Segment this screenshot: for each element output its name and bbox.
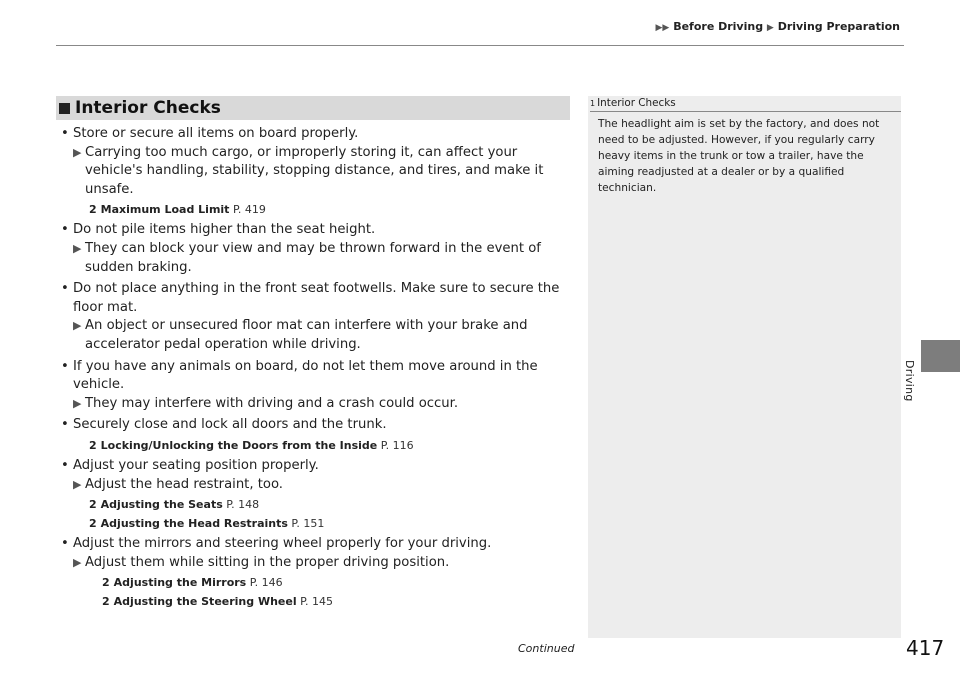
section-header <box>56 96 570 120</box>
cross-reference[interactable] <box>60 593 572 610</box>
cross-reference[interactable] <box>60 574 572 591</box>
breadcrumb-part-1[interactable]: Before Driving <box>673 20 764 33</box>
reference-title[interactable]: Maximum Load Limit <box>100 203 230 217</box>
reference-title[interactable]: Adjusting the Steering Wheel <box>113 595 297 609</box>
item-text: Store or secure all items on board properly. <box>73 126 359 141</box>
reference-page: P. 419 <box>232 203 266 217</box>
list-item <box>60 416 572 435</box>
reference-icon: 2 <box>89 517 97 531</box>
sub-text: Carrying too much cargo, or improperly storing it, can affect your vehicle's handling, stability, stopping distance, and tires, and make it unsafe. <box>85 144 544 197</box>
side-note-title-text: Interior Checks <box>597 97 676 109</box>
list-item <box>60 457 572 476</box>
triangle-right-icon: ▶▶ <box>655 23 670 33</box>
reference-page: P. 148 <box>226 498 260 512</box>
list-item <box>60 280 572 317</box>
reference-icon: 2 <box>102 576 110 590</box>
cross-reference[interactable] <box>60 437 572 454</box>
sub-item <box>73 240 572 277</box>
reference-page: P. 151 <box>291 517 325 531</box>
reference-page: P. 145 <box>300 595 334 609</box>
breadcrumb-part-2[interactable]: Driving Preparation <box>777 20 900 33</box>
side-note-title <box>590 97 676 109</box>
sub-item <box>73 395 572 414</box>
arrow-icon: ▶ <box>73 145 82 159</box>
arrow-icon: ▶ <box>73 555 82 569</box>
item-text: If you have any animals on board, do not let them move around in the vehicle. <box>73 358 538 393</box>
reference-title[interactable]: Adjusting the Seats <box>100 498 223 512</box>
breadcrumb <box>656 20 900 33</box>
item-text: Adjust your seating position properly. <box>73 457 319 473</box>
reference-icon: 2 <box>102 595 110 609</box>
note-marker-icon: 1 <box>590 99 596 108</box>
arrow-icon: ▶ <box>73 241 82 255</box>
reference-icon: 2 <box>89 498 97 512</box>
sub-item <box>73 144 572 200</box>
sub-text: Adjust the head restraint, too. <box>85 476 283 492</box>
reference-title[interactable]: Adjusting the Head Restraints <box>100 517 288 531</box>
page-number: 417 <box>906 636 945 660</box>
reference-page: P. 116 <box>380 438 414 452</box>
arrow-icon: ▶ <box>73 396 82 410</box>
item-text: Adjust the mirrors and steering wheel properly for your driving. <box>73 536 492 552</box>
section-title: Interior Checks <box>75 98 221 118</box>
sub-item <box>73 317 572 354</box>
arrow-icon: ▶ <box>73 319 82 333</box>
chapter-tab[interactable] <box>921 340 960 372</box>
sub-text: They can block your view and may be thrown forward in the event of sudden braking. <box>85 240 541 275</box>
item-text: Securely close and lock all doors and the trunk. <box>73 417 387 433</box>
cross-reference[interactable] <box>60 515 572 532</box>
arrow-icon: ▶ <box>73 477 82 491</box>
cross-reference[interactable] <box>60 201 572 218</box>
chapter-tab-label: Driving <box>903 360 916 402</box>
item-text: Do not place anything in the front seat footwells. Make sure to secure the floor mat. <box>73 281 560 315</box>
sub-text: Adjust them while sitting in the proper driving position. <box>85 554 450 570</box>
reference-icon: 2 <box>89 438 97 452</box>
triangle-right-icon: ▶ <box>766 23 774 33</box>
item-text: Do not pile items higher than the seat height. <box>73 222 376 238</box>
continued-label: Continued <box>518 642 575 655</box>
reference-page: P. 146 <box>249 576 283 590</box>
square-bullet-icon <box>59 103 70 114</box>
side-note-rule <box>590 111 901 112</box>
header-rule <box>56 45 904 46</box>
sub-item <box>73 554 572 573</box>
sub-text: They may interfere with driving and a crash could occur. <box>85 395 459 411</box>
list-item <box>60 125 572 144</box>
list-item <box>60 358 572 395</box>
reference-title[interactable]: Locking/Unlocking the Doors from the Inside <box>100 438 378 452</box>
reference-icon: 2 <box>89 203 97 217</box>
main-content <box>60 122 572 610</box>
reference-title[interactable]: Adjusting the Mirrors <box>113 576 247 590</box>
sub-item <box>73 476 572 495</box>
sub-text: An object or unsecured floor mat can interfere with your brake and accelerator pedal operation while driving. <box>85 318 528 352</box>
side-note-body: The headlight aim is set by the factory, and does not need to be adjusted. However, if you regularly carry heavy items in the trunk or tow a trailer, have the aiming readjusted at a dealer or by a qualified technician. <box>598 118 880 194</box>
list-item <box>60 535 572 554</box>
cross-reference[interactable] <box>60 496 572 513</box>
list-item <box>60 221 572 240</box>
